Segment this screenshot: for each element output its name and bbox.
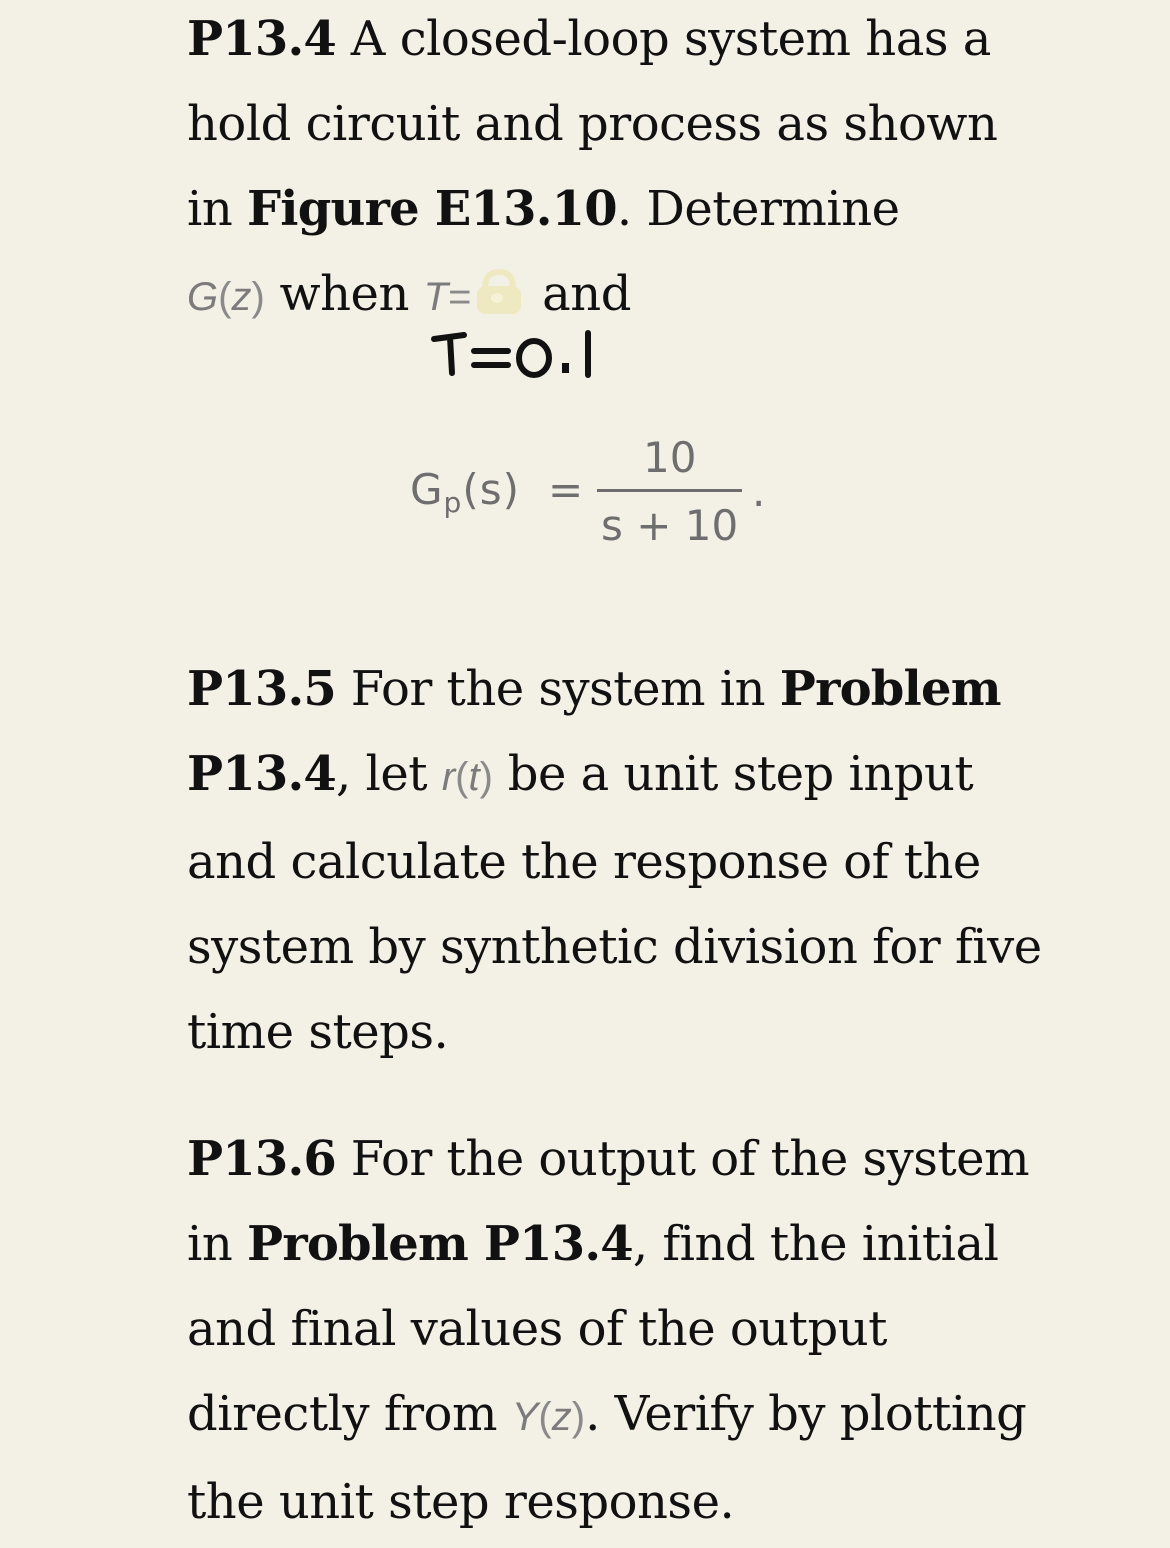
problem-label: P13.6 [187, 1131, 337, 1187]
problem-text: . Verify by plotting the unit step response. [187, 1386, 1027, 1530]
problem-p13-5 [187, 647, 1047, 1075]
problem-text: For the output of the system in [187, 1131, 1030, 1272]
problem-text: when [264, 266, 424, 322]
problem-p13-6 [187, 1117, 1047, 1545]
problem-text: For the system in [336, 661, 780, 717]
problem-label: P13.4 [187, 11, 337, 67]
problem-text: and [527, 266, 631, 322]
formula-denominator: s + 10 [601, 501, 739, 550]
formula-period: . [752, 467, 766, 516]
problem-reference: Problem P13.4 [247, 1216, 633, 1272]
fraction-bar [597, 489, 742, 492]
formula-numerator: 10 [643, 433, 697, 482]
formula-lhs: $G_p(s)$ [410, 465, 520, 519]
math-r-of-t: r(t) [441, 755, 493, 799]
problem-text: , find the initial and final values of the output directly from [187, 1216, 999, 1442]
math-y-of-z: Y(z) [511, 1395, 586, 1439]
problem-text: be a unit step input and calculate the response of the system by synthetic division for five time steps. [187, 746, 1042, 1060]
formula-equals: = [548, 465, 584, 514]
problem-p13-4 [187, 0, 1047, 340]
math-t-equals: T= [423, 275, 472, 319]
transfer-function-formula [405, 425, 785, 555]
lock-icon [471, 258, 527, 302]
handwritten-note [430, 325, 650, 395]
problem-text: . Determine [616, 181, 900, 237]
problem-label: P13.5 [187, 661, 337, 717]
problem-text: A closed-loop system has a hold circuit and process as shown in [187, 11, 998, 237]
figure-reference: Figure E13.10 [247, 181, 617, 237]
problem-text: , let [336, 746, 442, 802]
math-g-of-z: G(z) [187, 275, 265, 319]
problem-reference: Problem P13.4 [187, 661, 1001, 802]
